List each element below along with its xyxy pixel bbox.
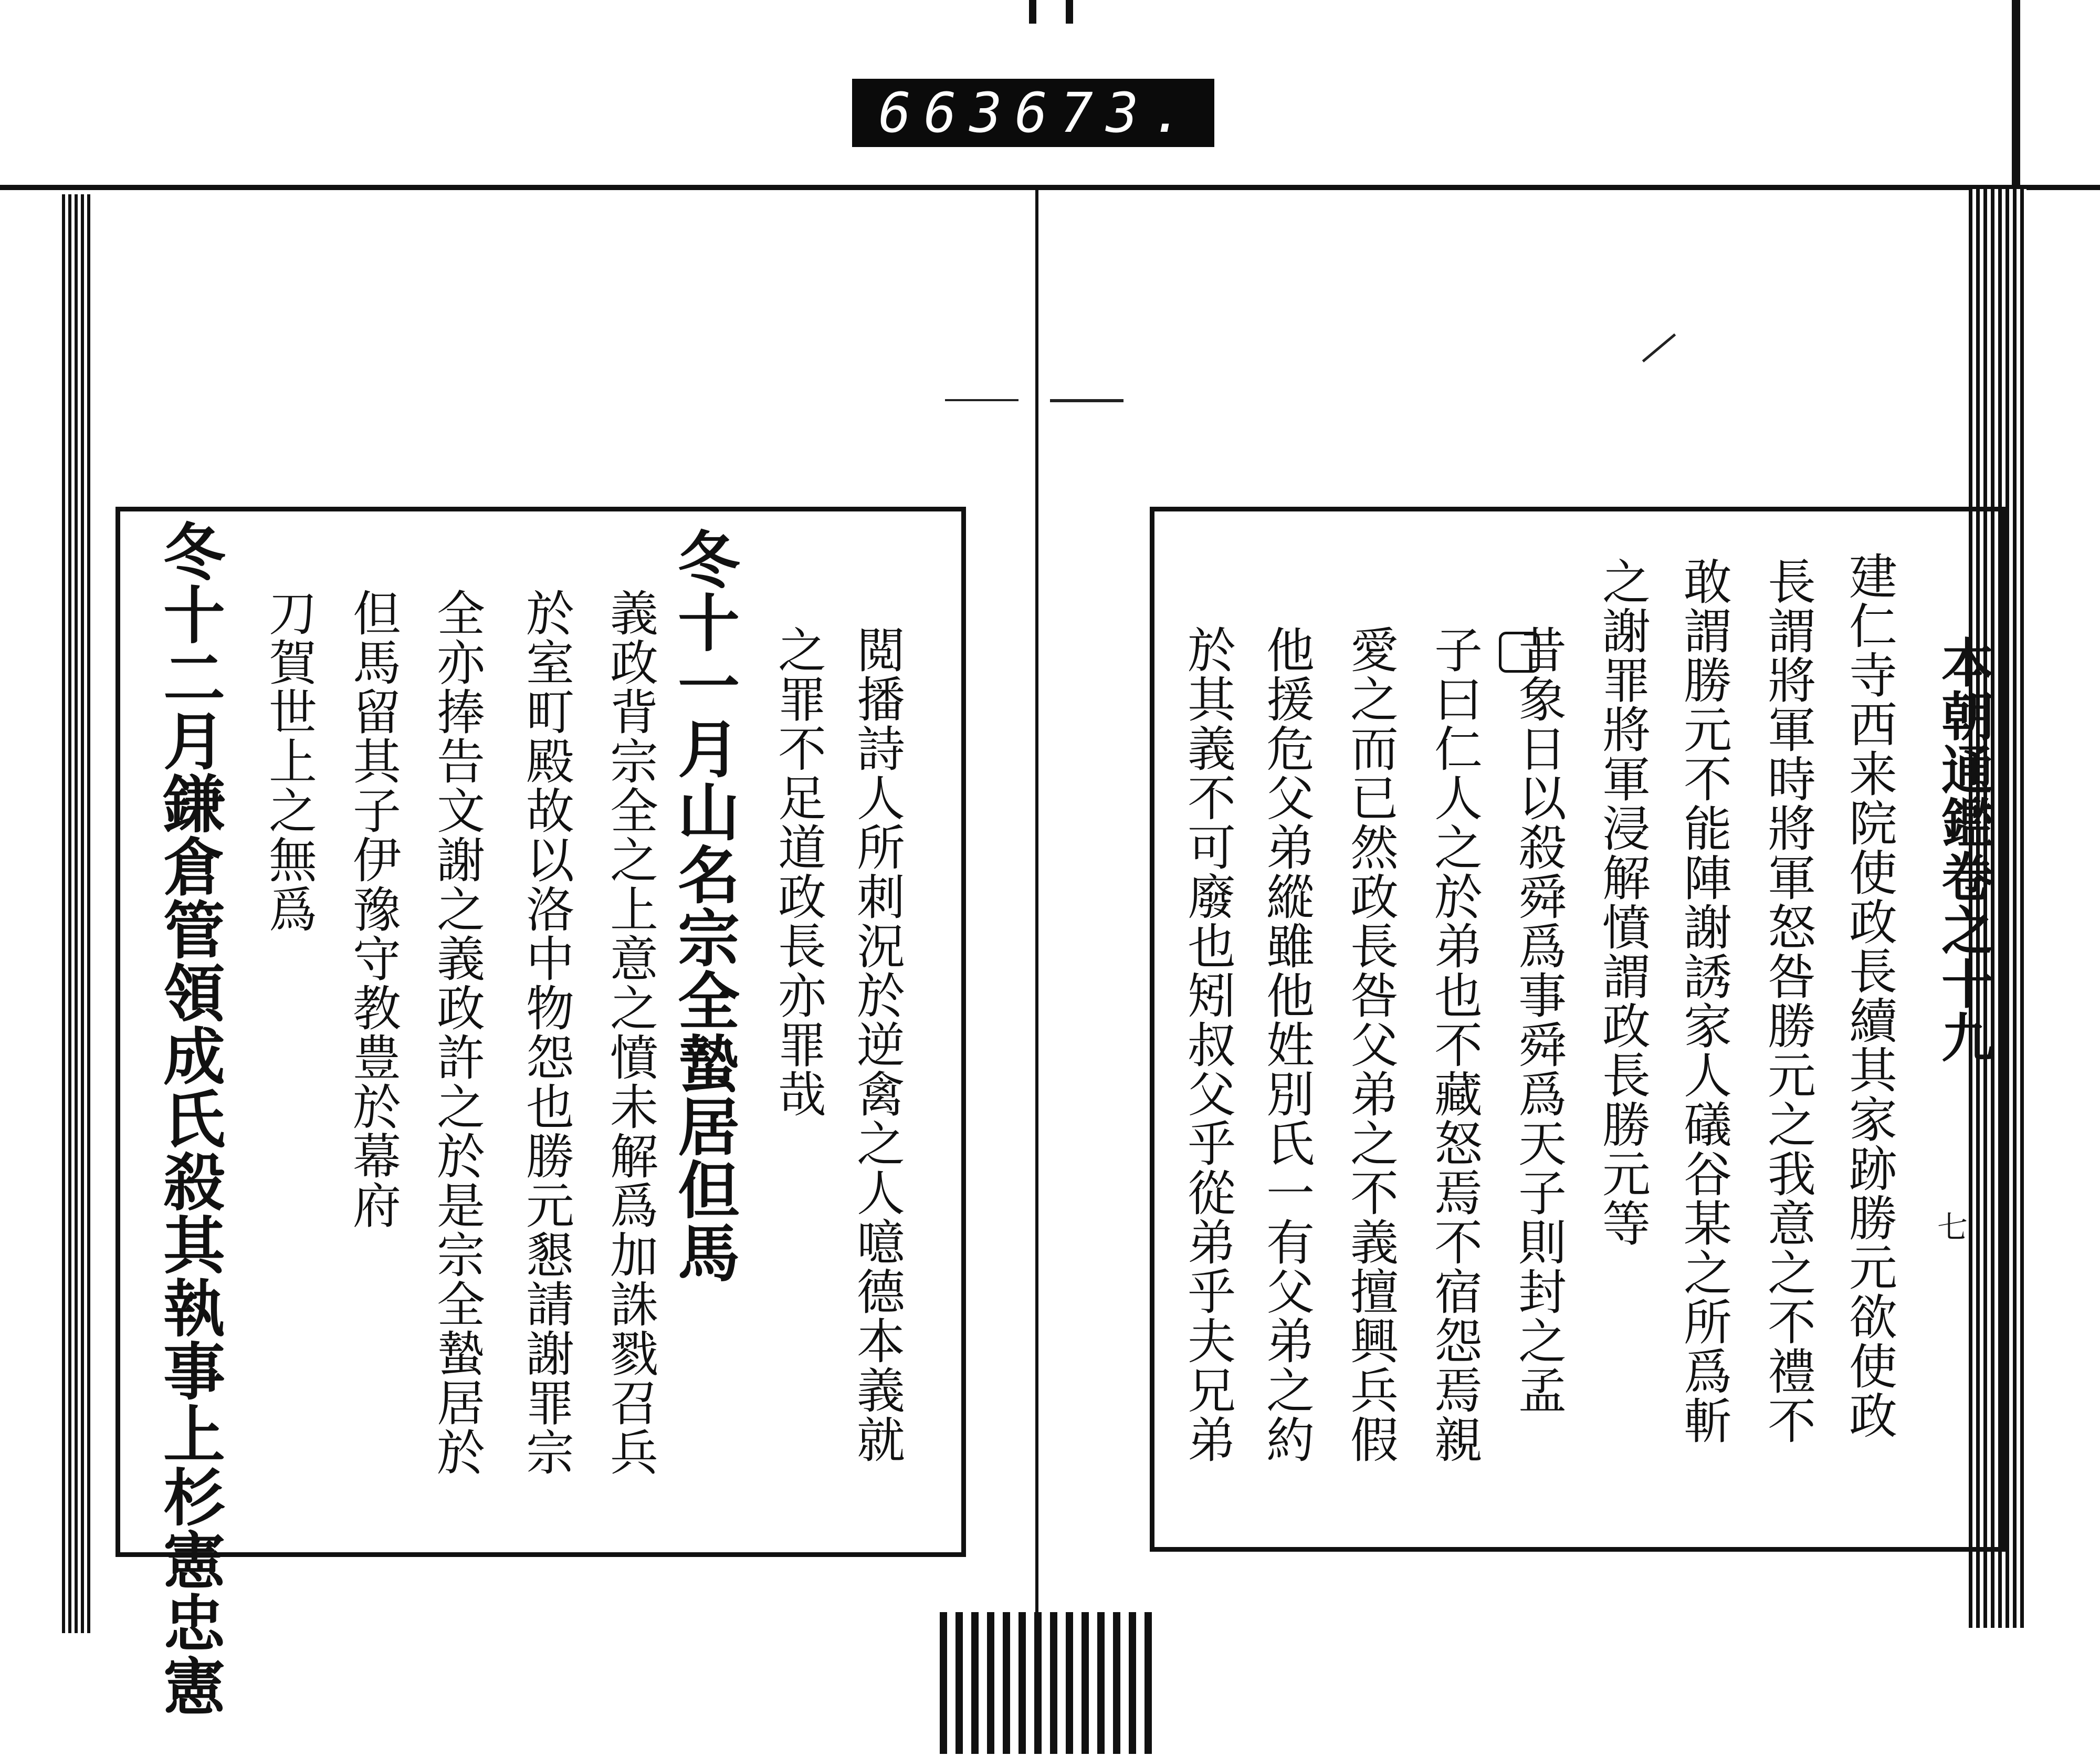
section-heading: 冬十一月山名宗全蟄居但馬 [667, 528, 740, 1284]
top-tick-mark [1066, 0, 1073, 24]
text-column: 於室町殿故以洛中物怨也勝元懇請謝罪宗 [518, 588, 574, 1477]
text-column: 長謂將軍時將軍怒咎勝元之我意之不禮不 [1760, 557, 1816, 1445]
left-page-edge [62, 194, 93, 1633]
running-title: 本朝通鑑卷之十九 [1933, 635, 1994, 1064]
scan-mark [1050, 399, 1124, 402]
top-border-line [0, 185, 2100, 190]
frame-number-label [852, 79, 1214, 147]
text-column: 之罪不足道政長亦罪哉 [770, 625, 826, 1119]
text-column: 之謝罪將軍浸解憤謂政長勝元等 [1594, 557, 1651, 1248]
folio-number: 七 [1937, 1209, 1968, 1245]
book-gutter [1035, 190, 1038, 1671]
left-frame-number: 663 [878, 81, 1015, 145]
text-column: 於其義不可廢也矧叔父乎從弟乎夫兄弟 [1180, 625, 1236, 1464]
text-column: 昔象日以殺舜爲事舜爲天子則封之孟 [1510, 625, 1567, 1415]
top-tick-mark [1029, 0, 1036, 24]
text-column: 全亦捧告文謝之義政許之於是宗全蟄居於 [429, 588, 485, 1477]
text-column: 義政背宗全之上意之憤未解爲加誅戮召兵 [602, 588, 658, 1477]
text-column: 他援危父弟縱雖他姓別氏一有父弟之約 [1258, 625, 1315, 1464]
text-column: 子曰仁人之於弟也不藏怒焉不宿怨焉親 [1426, 625, 1483, 1464]
text-column: 刀賀世上之無爲 [261, 588, 317, 934]
book-spine-foot [940, 1612, 1160, 1754]
text-column: 建仁寺西来院使政長續其家跡勝元欲使政 [1841, 551, 1897, 1440]
side-bar-mark [2012, 0, 2020, 185]
text-column: 但馬留其子伊豫守教豊於幕府 [345, 588, 401, 1230]
section-heading: 冬十二月鎌倉管領成氏殺其執事上杉憲忠憲 [153, 520, 226, 1717]
scan-mark [945, 399, 1018, 401]
text-column: 敢謂勝元不能陣謝誘家人礒谷某之所爲斬 [1676, 557, 1732, 1445]
text-column: 愛之而已然政長咎父弟之不義擅興兵假 [1342, 625, 1399, 1464]
right-frame-number: 673. [1014, 81, 1197, 145]
text-column: 閲播詩人所刺況於逆禽之人噫德本義就 [849, 625, 905, 1464]
